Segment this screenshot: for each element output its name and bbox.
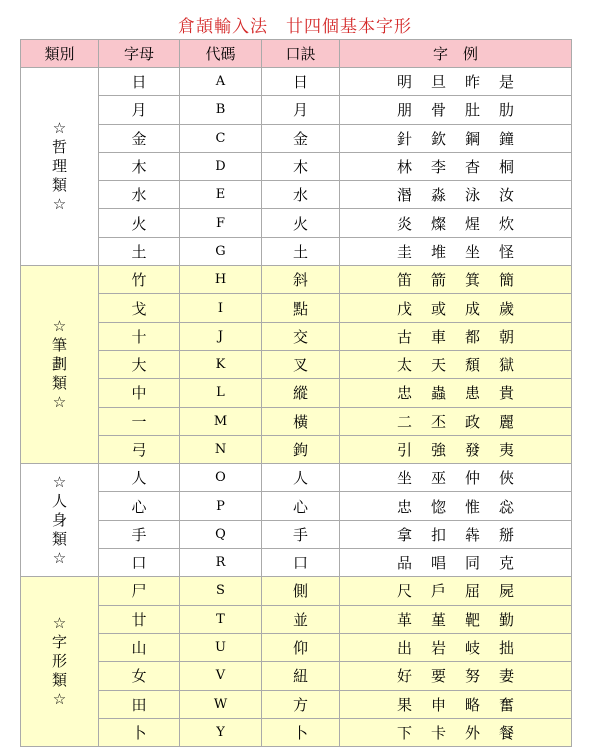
example-char: 肚	[464, 101, 480, 120]
code-cell: I	[180, 294, 262, 322]
category-char: ☆	[52, 317, 67, 336]
mnemonic-cell: 縱	[262, 379, 340, 407]
radical-cell: 十	[99, 322, 180, 350]
header-examples: 字 例	[340, 40, 572, 68]
example-char: 麗	[498, 412, 514, 431]
header-mnemonic: 口訣	[262, 40, 340, 68]
example-char: 拙	[498, 639, 514, 658]
example-char: 俠	[498, 469, 514, 488]
radicals-table	[20, 39, 572, 747]
example-char: 申	[430, 695, 446, 714]
mnemonic-cell: 側	[262, 577, 340, 605]
example-char: 坐	[464, 242, 480, 261]
code-cell: J	[180, 322, 262, 350]
example-char: 圭	[396, 242, 412, 261]
example-char: 湣	[396, 186, 412, 205]
example-char: 忠	[396, 497, 412, 516]
example-char: 奮	[498, 695, 514, 714]
examples-cell	[340, 294, 572, 322]
table-row	[21, 718, 572, 746]
example-char: 汝	[498, 186, 514, 205]
category-char: ☆	[52, 393, 67, 412]
mnemonic-cell: 金	[262, 124, 340, 152]
example-char: 淼	[430, 186, 446, 205]
example-char: 發	[464, 441, 480, 459]
radical-cell: 手	[99, 520, 180, 548]
example-char: 果	[396, 695, 412, 714]
example-char: 略	[464, 695, 480, 714]
example-char: 巫	[430, 469, 446, 488]
mnemonic-cell: 木	[262, 152, 340, 180]
table-row	[21, 294, 572, 322]
example-char: 出	[396, 639, 412, 658]
examples-cell	[340, 237, 572, 265]
example-char: 卡	[430, 723, 446, 742]
code-cell: P	[180, 492, 262, 520]
header-row	[21, 40, 572, 68]
example-char: 骨	[430, 101, 446, 120]
radical-cell: 土	[99, 237, 180, 265]
example-char: 炎	[396, 214, 412, 233]
examples-cell	[340, 68, 572, 96]
examples-cell	[340, 633, 572, 661]
example-char: 古	[396, 327, 412, 346]
example-char: 或	[430, 299, 446, 318]
example-char: 靶	[464, 610, 480, 629]
category-char: 字	[51, 633, 67, 652]
category-char: 形	[51, 652, 67, 671]
category-char: 類	[51, 529, 67, 548]
example-char: 歲	[498, 299, 514, 318]
example-char: 犇	[464, 525, 480, 544]
example-char: 泳	[464, 186, 480, 205]
example-char: 掰	[498, 525, 514, 544]
code-cell: G	[180, 237, 262, 265]
example-char: 鋼	[464, 129, 480, 148]
radical-cell: 田	[99, 690, 180, 718]
example-char: 欽	[430, 129, 446, 148]
category-char: 筆	[51, 336, 67, 355]
radical-cell: 金	[99, 124, 180, 152]
mnemonic-cell: 點	[262, 294, 340, 322]
radical-cell: 口	[99, 549, 180, 577]
examples-cell	[340, 322, 572, 350]
table-row	[21, 549, 572, 577]
table-row	[21, 379, 572, 407]
mnemonic-cell: 仰	[262, 633, 340, 661]
example-char: 同	[464, 554, 480, 573]
table-row	[21, 96, 572, 124]
code-cell: V	[180, 662, 262, 690]
example-char: 屈	[464, 582, 480, 601]
example-char: 昨	[464, 73, 480, 92]
example-char: 旦	[430, 73, 446, 92]
mnemonic-cell: 水	[262, 181, 340, 209]
example-char: 坐	[396, 469, 412, 488]
example-char: 天	[430, 356, 446, 375]
mnemonic-cell: 叉	[262, 350, 340, 378]
category-char: 理	[51, 157, 67, 176]
example-char: 桐	[498, 158, 514, 177]
examples-cell	[340, 96, 572, 124]
examples-cell	[340, 181, 572, 209]
example-char: 外	[464, 723, 480, 742]
mnemonic-cell: 斜	[262, 266, 340, 294]
examples-cell	[340, 605, 572, 633]
example-char: 餐	[498, 723, 514, 742]
examples-cell	[340, 464, 572, 492]
table-row	[21, 662, 572, 690]
example-char: 針	[396, 129, 412, 148]
table-row	[21, 520, 572, 548]
mnemonic-cell: 人	[262, 464, 340, 492]
example-char: 惢	[498, 497, 514, 516]
example-char: 堆	[430, 242, 446, 261]
radical-cell: 人	[99, 464, 180, 492]
example-char: 屍	[498, 582, 514, 601]
mnemonic-cell: 心	[262, 492, 340, 520]
table-row	[21, 322, 572, 350]
code-cell: Q	[180, 520, 262, 548]
category-char: 劃	[51, 355, 67, 374]
examples-cell	[340, 407, 572, 435]
table-row	[21, 633, 572, 661]
header-code: 代碼	[180, 40, 262, 68]
category-cell	[21, 266, 99, 464]
example-char: 蟲	[430, 384, 446, 403]
radical-cell: 一	[99, 407, 180, 435]
category-char: ☆	[52, 614, 67, 633]
category-char: ☆	[52, 119, 67, 138]
example-char: 都	[464, 327, 480, 346]
table-row	[21, 690, 572, 718]
table-row	[21, 435, 572, 463]
code-cell: U	[180, 633, 262, 661]
radical-cell: 廿	[99, 605, 180, 633]
example-char: 妻	[498, 667, 514, 686]
example-char: 燦	[430, 214, 446, 233]
radical-cell: 日	[99, 68, 180, 96]
code-cell: K	[180, 350, 262, 378]
radical-cell: 水	[99, 181, 180, 209]
radical-cell: 弓	[99, 435, 180, 463]
code-cell: W	[180, 690, 262, 718]
example-char: 煋	[464, 214, 480, 233]
example-char: 要	[430, 667, 446, 686]
example-char: 勤	[498, 610, 514, 629]
example-char: 成	[464, 299, 480, 318]
example-char: 岩	[430, 639, 446, 658]
category-cell	[21, 68, 99, 266]
example-char: 唱	[430, 554, 446, 573]
example-char: 下	[396, 723, 412, 742]
example-char: 笛	[396, 271, 412, 290]
radical-cell: 中	[99, 379, 180, 407]
example-char: 獄	[498, 356, 514, 375]
category-char: 身	[51, 510, 67, 529]
code-cell: A	[180, 68, 262, 96]
code-cell: Y	[180, 718, 262, 746]
radical-cell: 竹	[99, 266, 180, 294]
mnemonic-cell: 紐	[262, 662, 340, 690]
example-char: 革	[396, 610, 412, 629]
table-row	[21, 577, 572, 605]
example-char: 夷	[498, 441, 514, 459]
example-char: 鐘	[498, 129, 514, 148]
examples-cell	[340, 209, 572, 237]
code-cell: F	[180, 209, 262, 237]
radical-cell: 火	[99, 209, 180, 237]
mnemonic-cell: 並	[262, 605, 340, 633]
radical-cell: 尸	[99, 577, 180, 605]
table-row	[21, 181, 572, 209]
radical-cell: 卜	[99, 718, 180, 746]
category-cell	[21, 577, 99, 747]
code-cell: N	[180, 435, 262, 463]
examples-cell	[340, 350, 572, 378]
mnemonic-cell: 鉤	[262, 435, 340, 463]
example-char: 扣	[430, 525, 446, 544]
examples-cell	[340, 520, 572, 548]
example-char: 丕	[430, 412, 446, 431]
examples-cell	[340, 379, 572, 407]
examples-cell	[340, 152, 572, 180]
example-char: 怪	[498, 242, 514, 261]
example-char: 明	[396, 73, 412, 92]
table-row	[21, 464, 572, 492]
table-row	[21, 492, 572, 520]
code-cell: R	[180, 549, 262, 577]
example-char: 戊	[396, 299, 412, 318]
mnemonic-cell: 土	[262, 237, 340, 265]
page-title: 倉頡輸入法 廿四個基本字形	[178, 17, 412, 37]
example-char: 惟	[464, 497, 480, 516]
example-char: 炊	[498, 214, 514, 233]
example-char: 朝	[498, 327, 514, 346]
code-cell: M	[180, 407, 262, 435]
mnemonic-cell: 卜	[262, 718, 340, 746]
example-char: 箕	[464, 271, 480, 290]
example-char: 引	[396, 441, 412, 459]
radical-cell: 心	[99, 492, 180, 520]
example-char: 車	[430, 327, 446, 346]
mnemonic-cell: 交	[262, 322, 340, 350]
examples-cell	[340, 690, 572, 718]
example-char: 頹	[464, 356, 480, 375]
table-row	[21, 237, 572, 265]
category-char: 類	[51, 671, 67, 690]
header-radical: 字母	[99, 40, 180, 68]
example-char: 患	[464, 384, 480, 403]
mnemonic-cell: 橫	[262, 407, 340, 435]
table-row	[21, 152, 572, 180]
radical-cell: 戈	[99, 294, 180, 322]
examples-cell	[340, 435, 572, 463]
category-char: 類	[51, 374, 67, 393]
examples-cell	[340, 124, 572, 152]
mnemonic-cell: 日	[262, 68, 340, 96]
code-cell: E	[180, 181, 262, 209]
table-body	[21, 68, 572, 747]
example-char: 尺	[396, 582, 412, 601]
category-char: 哲	[51, 138, 67, 157]
examples-cell	[340, 549, 572, 577]
example-char: 貴	[498, 384, 514, 403]
table-row	[21, 209, 572, 237]
mnemonic-cell: 火	[262, 209, 340, 237]
code-cell: T	[180, 605, 262, 633]
table-row	[21, 266, 572, 294]
example-char: 戶	[430, 582, 446, 601]
category-char: ☆	[52, 472, 67, 491]
radical-cell: 月	[99, 96, 180, 124]
example-char: 是	[498, 73, 514, 92]
example-char: 拿	[396, 525, 412, 544]
code-cell: C	[180, 124, 262, 152]
radical-cell: 木	[99, 152, 180, 180]
example-char: 朋	[396, 101, 412, 120]
code-cell: H	[180, 266, 262, 294]
example-char: 政	[464, 412, 480, 431]
example-char: 岐	[464, 639, 480, 658]
example-char: 強	[430, 441, 446, 459]
code-cell: L	[180, 379, 262, 407]
category-char: 人	[51, 491, 67, 510]
mnemonic-cell: 月	[262, 96, 340, 124]
example-char: 簡	[498, 271, 514, 290]
example-char: 箭	[430, 271, 446, 290]
example-char: 林	[396, 158, 412, 177]
category-char: 類	[51, 176, 67, 195]
example-char: 好	[396, 667, 412, 686]
example-char: 肋	[498, 101, 514, 120]
example-char: 忠	[396, 384, 412, 403]
table-row	[21, 407, 572, 435]
examples-cell	[340, 266, 572, 294]
category-cell	[21, 464, 99, 577]
code-cell: D	[180, 152, 262, 180]
example-char: 品	[396, 554, 412, 573]
category-char: ☆	[52, 690, 67, 709]
mnemonic-cell: 口	[262, 549, 340, 577]
example-char: 二	[396, 412, 412, 431]
example-char: 惚	[430, 497, 446, 516]
table-row	[21, 605, 572, 633]
examples-cell	[340, 577, 572, 605]
radical-cell: 大	[99, 350, 180, 378]
example-char: 李	[430, 158, 446, 177]
example-char: 太	[396, 356, 412, 375]
code-cell: S	[180, 577, 262, 605]
radical-cell: 女	[99, 662, 180, 690]
mnemonic-cell: 方	[262, 690, 340, 718]
code-cell: B	[180, 96, 262, 124]
table-row	[21, 350, 572, 378]
example-char: 仲	[464, 469, 480, 488]
table-row	[21, 68, 572, 96]
example-char: 克	[498, 554, 514, 573]
header-category: 類別	[21, 40, 99, 68]
code-cell: O	[180, 464, 262, 492]
radical-cell: 山	[99, 633, 180, 661]
examples-cell	[340, 492, 572, 520]
example-char: 堇	[430, 610, 446, 629]
examples-cell	[340, 718, 572, 746]
mnemonic-cell: 手	[262, 520, 340, 548]
example-char: 努	[464, 667, 480, 686]
examples-cell	[340, 662, 572, 690]
category-char: ☆	[52, 195, 67, 214]
example-char: 杳	[464, 158, 480, 177]
category-char: ☆	[52, 548, 67, 567]
table-row	[21, 124, 572, 152]
